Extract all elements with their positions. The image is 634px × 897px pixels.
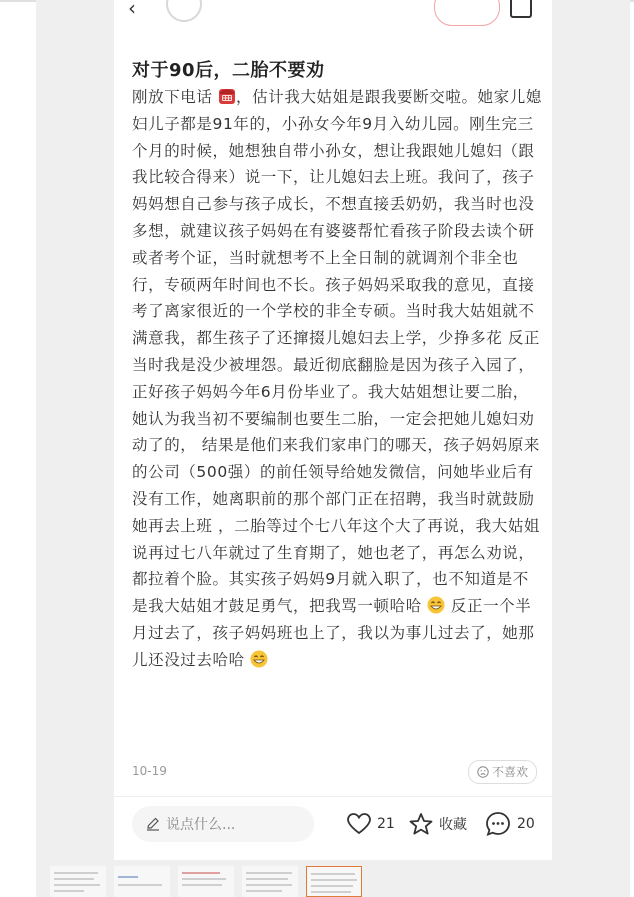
thumbnail-item[interactable] xyxy=(242,866,298,897)
star-icon xyxy=(408,812,434,836)
thumbnail-item[interactable] xyxy=(178,866,234,897)
dislike-label: 不喜欢 xyxy=(492,765,529,779)
heart-icon xyxy=(346,812,372,836)
pencil-icon xyxy=(146,817,160,831)
thumbnail-item[interactable] xyxy=(114,866,170,897)
share-icon[interactable] xyxy=(510,0,532,18)
like-count: 21 xyxy=(377,816,395,832)
like-button[interactable] xyxy=(346,808,395,840)
comment-count: 20 xyxy=(517,816,535,832)
thumbnail-list xyxy=(50,866,362,897)
post-body xyxy=(132,84,542,674)
dislike-button[interactable] xyxy=(468,760,537,784)
post-title: 对于90后，二胎不要劝 xyxy=(132,60,325,81)
comment-button[interactable] xyxy=(484,808,535,840)
sad-face-icon xyxy=(477,766,489,778)
telephone-icon xyxy=(218,87,236,105)
post-date: 10-19 xyxy=(132,764,167,778)
right-gutter xyxy=(552,0,630,860)
post-card xyxy=(114,0,552,860)
post-text-part-3: 反正一个半月过去了，孩子妈妈班也上了，我以为事儿过去了，她那儿还没过去哈哈 xyxy=(132,597,535,669)
comment-input[interactable] xyxy=(132,806,314,842)
grinning-face-icon xyxy=(427,596,445,614)
post-header xyxy=(114,0,552,30)
post-text-part-1: 刚放下电话 xyxy=(132,88,213,106)
grinning-face-icon xyxy=(250,650,268,668)
chat-bubble-icon xyxy=(484,810,512,838)
thumbnail-item-active[interactable] xyxy=(306,866,362,897)
post-text-part-2: ，估计我大姑姐是跟我要断交啦。她家儿媳妇儿子都是91年的，小孙女今年9月入幼儿园。刚生完三个月的时候，她想独自带小孙女，想让我跟她儿媳妇（跟我比较合得来）说一下，让儿媳妇去上班。我问了，孩子妈妈想自己参与孩子成长，不想直接丢奶奶，我当时也没多想，就建议孩子妈妈在有婆婆帮忙看孩子阶段去读个研或者考个证，当时就想考不上全日制的就调剂个非全也行，专硕两年时间也不长。孩子妈妈采取我的意见，直接考了离家很近的一个学校的非全专硕。当时我大姑姐就不满意我，都生孩子了还撺掇儿媳妇去上学，少挣多花 反正当时我是没少被埋怨。最近彻底翻脸是因为孩子入园了，正好孩子妈妈今年6月份毕业了。我大姑姐想让要二胎，她认为我当初不要编制也要生二胎，一定会把她儿媳妇劝动了的， 结果是他们来我们家串门的哪天，孩子妈妈原来的公司（500强）的前任领导给她发微信，问她毕业后有没有工作，她离职前的那个部门正在招聘，我当时就鼓励她再去上班 ，二胎等过个七八年这个大了再说，我大姑姐说再过七八年就过了生育期了，她也老了，再怎么劝说，都拉着个脸。其实孩子妈妈9月就入职了，也不知道是不是我大姑姐才鼓足勇气，把我骂一顿哈哈 xyxy=(132,88,542,616)
thumbnail-item[interactable] xyxy=(50,866,106,897)
collect-button[interactable] xyxy=(408,808,467,840)
collect-label: 收藏 xyxy=(439,817,467,833)
follow-button[interactable] xyxy=(434,0,500,26)
author-avatar[interactable] xyxy=(166,0,202,22)
left-gutter xyxy=(36,0,114,860)
comment-placeholder: 说点什么... xyxy=(166,817,236,833)
back-arrow-icon[interactable]: ‹ xyxy=(128,0,136,20)
divider xyxy=(114,796,552,797)
